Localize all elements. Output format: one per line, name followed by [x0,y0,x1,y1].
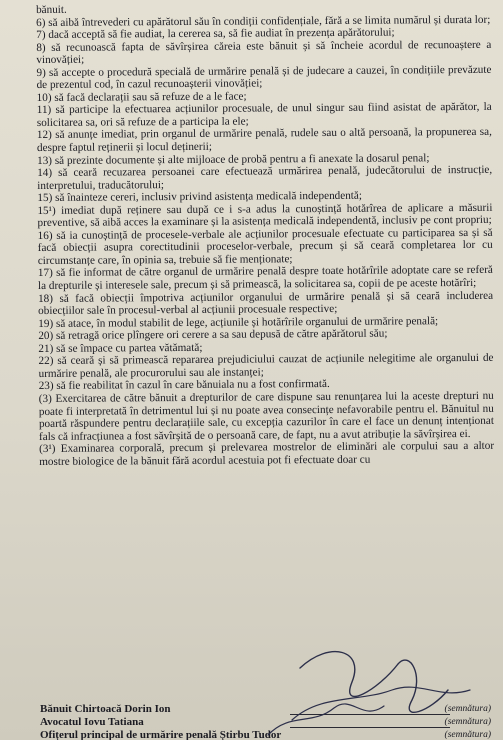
paragraph: 15¹) imediat după reținere sau după ce i s-a adus la cunoștință hotărîrea de aplicare a măsurii preventive, să aibă acces la examinare și la asistența medicală independentă, inclusiv pe cont propriu; [37,201,493,230]
paragraph: 14) să ceară recuzarea persoanei care efectuează urmărirea penală, judecătorului de instrucție, interpretului, traducătorului; [37,163,493,192]
paragraph: 20) să retragă orice plîngere ori cerere a sa sau depusă de către apărătorul său; [38,327,388,343]
paragraph: 7) dacă acceptă să fie audiat, la cererea sa, să fie audiat în prezența apărătorului; [36,26,395,42]
paragraph: 10) să facă declarații sau să refuze de a le face; [36,90,247,104]
signature-line [290,714,450,715]
paragraph: 15) să înainteze cereri, inclusiv privind asistența medicală independentă; [37,189,363,205]
paragraph: 22) să ceară și să primească repararea prejudiciului cauzat de acțiunile nelegitime ale organului de urmărire penală, ale procurorului sau ale instanței; [38,352,494,380]
signature-name: Ofițerul principal de urmărire penală Știrbu Tudor [40,729,282,740]
signature-line [290,727,450,728]
paragraph: 16) să ia cunoștință de procesele-verbale ale acțiunilor procesuale efectuate cu participarea sa și să facă obiecții asupra corectitudinii proceselor-verbale, precum și să ceară completarea lor cu circumstanțe care, în opinia sa, trebuie să fie menționate; [37,226,493,267]
document-body [36,1,494,468]
paragraph: 6) să aibă întrevederi cu apărătorul său în condiții confidențiale, fără a se limita numărul și durata lor; [36,13,491,29]
paragraph: 19) să atace, în modul stabilit de lege, acțiunile și hotărîrile organului de urmărire penală; [38,314,439,330]
signature-label: (semnătura) [444,730,491,740]
signature-label: (semnătura) [444,704,491,714]
paragraph: (3¹) Examinarea corporală, precum și prelevarea mostrelor de eliminări ale corpului sau a altor mostre biologice de la bănuit fără acordul acestuia pot fi efectuate doar cu [39,439,495,468]
paragraph: 17) să fie informat de către organul de urmărire penală despre toate hotărîrile adoptate care se referă la drepturile și interesele sale, precum și să primească, la solicitarea sa, copii de pe aceste hotărîri; [37,264,493,293]
signature-name: Avocatul Iovu Tatiana [40,716,144,728]
paragraph: 11) să participe la efectuarea acțiunilor procesuale, de unul singur sau fiind asistat de apărător, la solicitarea sa, ori să refuze de a participa la ele; [36,101,492,129]
signature-label: (semnătura) [444,717,491,727]
paragraph: 23) să fie reabilitat în cazul în care bănuiala nu a fost confirmată. [38,378,330,393]
paragraph: 8) să recunoască fapta de săvîrșirea căreia este bănuit și să încheie acordul de recunoaștere a vinovăției; [36,38,492,67]
paragraph: 18) să facă obiecții împotriva acțiunilor organului de urmărire penală și să ceară includerea obiecțiilor sale în procesul-verbal al acțiunii procesuale respective; [38,289,494,318]
paragraph: 9) să accepte o procedură specială de urmărire penală și de judecare a cauzei, în condițiile prevăzute de prezentul cod, în cazul recunoașterii vinovăției; [36,63,492,92]
paragraph: 12) să anunțe imediat, prin organul de urmărire penală, rudele sau o altă persoană, la propunerea sa, despre faptul reținerii și locul deținerii; [36,126,492,155]
paragraph: 21) să se împace cu partea vătămată; [38,341,203,355]
paragraph: 13) să prezinte documente și alte mijloace de probă pentru a fi anexate la dosarul penal; [37,151,430,167]
signature-name: Bănuit Chirtoacă Dorin Ion [40,703,171,715]
signature-row-officer [40,729,495,740]
paragraph: bănuit. [36,3,67,16]
paragraph: (3) Exercitarea de către bănuit a drepturilor de care dispune sau renunțarea lui la aceste drepturi nu poate fi interpretată în detrimentul lui și nu poate avea consecințe nefavorabile pentru el. Bănuitul nu poartă răspundere pentru declarațiile sale, cu excepția cazurilor în care el face un denunț intenționat fals că infracțiunea a fost săvîrșită de o persoană care, de fapt, nu a avut atribuție la săvîrșirea ei. [38,389,494,443]
